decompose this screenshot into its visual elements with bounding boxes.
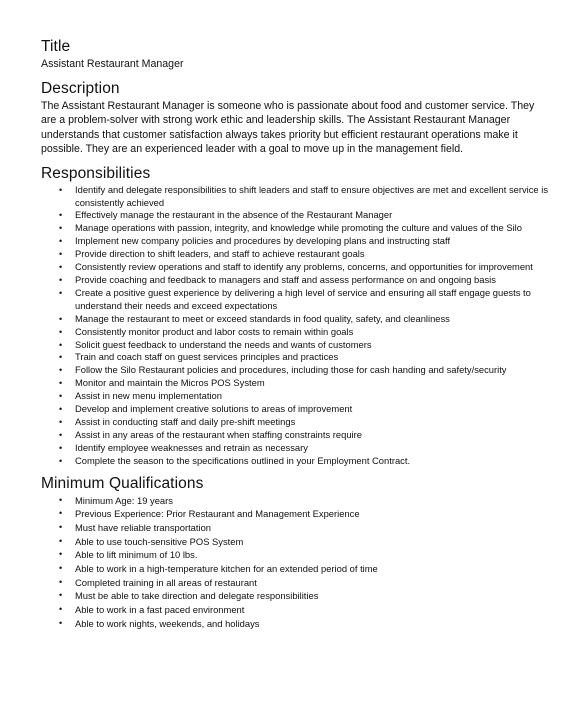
responsibility-item: [59, 209, 550, 222]
bullet-icon: •: [59, 549, 63, 560]
responsibility-item: [59, 248, 550, 261]
responsibility-item-text: Assist in conducting staff and daily pre-shift meetings: [75, 415, 296, 427]
responsibilities-heading: Responsibilities: [41, 164, 151, 182]
responsibility-item: [59, 274, 550, 287]
responsibility-item: [59, 442, 550, 455]
responsibility-item-text: Consistently review operations and staff to identify any problems, concerns, and opportunities for improvement: [75, 261, 533, 273]
responsibility-item: [59, 339, 550, 352]
responsibility-item-text: Create a positive guest experience by delivering a high level of service and ensuring all staff engage guests to understand their needs and exceed expectations: [75, 286, 531, 311]
bullet-icon: •: [59, 274, 63, 285]
qualification-item: [59, 548, 550, 562]
responsibility-item: [59, 326, 550, 339]
responsibility-item: [59, 287, 550, 313]
responsibility-item-text: Manage the restaurant to meet or exceed standards in food quality, safety, and cleanliness: [75, 312, 450, 324]
responsibility-item-text: Complete the season to the specifications outlined in your Employment Contract.: [75, 454, 411, 466]
responsibility-item: [59, 416, 550, 429]
description-text: The Assistant Restaurant Manager is someone who is passionate about food and customer service. They are a problem-solver with strong work ethic and leadership skills. The Assistant Restaurant Manager understands that customer satisfaction always takes priority but efficient restaurant operations make it possible. They are an experienced leader with a goal to move up in the management field.: [41, 100, 535, 156]
bullet-icon: •: [59, 442, 63, 453]
description-heading: Description: [41, 80, 120, 97]
qualification-item-text: Able to work nights, weekends, and holidays: [75, 617, 260, 629]
qualification-item: [59, 521, 550, 535]
bullet-icon: •: [59, 391, 63, 402]
responsibility-item: [59, 261, 550, 274]
responsibility-item: [59, 455, 550, 468]
qualifications-list: [41, 494, 568, 631]
responsibility-item: [59, 390, 550, 403]
responsibility-item: [59, 184, 550, 210]
responsibilities-list: [41, 184, 568, 468]
responsibility-item-text: Identify employee weaknesses and retrain as necessary: [75, 441, 308, 453]
bullet-icon: •: [59, 563, 63, 574]
qualification-item-text: Able to work in a high-temperature kitchen for an extended period of time: [75, 563, 378, 575]
qualification-item: [59, 535, 550, 549]
qualification-item: [59, 576, 550, 590]
responsibility-item-text: Effectively manage the restaurant in the absence of the Restaurant Manager: [75, 209, 393, 221]
responsibility-item-text: Implement new company policies and procedures by developing plans and instructing staff: [75, 235, 451, 247]
responsibility-item-text: Follow the Silo Restaurant policies and procedures, including those for cash handing and safety/security: [75, 364, 507, 376]
qualification-item-text: Able to use touch-sensitive POS System: [75, 535, 244, 547]
responsibility-item-text: Solicit guest feedback to understand the needs and wants of customers: [75, 338, 372, 350]
responsibility-item-text: Assist in new menu implementation: [75, 390, 222, 402]
responsibility-item-text: Provide direction to shift leaders, and staff to achieve restaurant goals: [75, 248, 365, 260]
bullet-icon: •: [59, 262, 63, 273]
bullet-icon: •: [59, 429, 63, 440]
bullet-icon: •: [59, 590, 63, 601]
bullet-icon: •: [59, 236, 63, 247]
bullet-icon: •: [59, 455, 63, 466]
qualification-item-text: Able to lift minimum of 10 lbs.: [75, 549, 198, 561]
qualification-item-text: Able to work in a fast paced environment: [75, 604, 245, 616]
bullet-icon: •: [59, 223, 63, 234]
bullet-icon: •: [59, 576, 63, 587]
qualifications-heading: Minimum Qualifications: [41, 474, 204, 492]
qualification-item: [59, 494, 550, 508]
bullet-icon: •: [59, 604, 63, 615]
bullet-icon: •: [59, 535, 63, 546]
bullet-icon: •: [59, 313, 63, 324]
bullet-icon: •: [59, 339, 63, 350]
qualification-item-text: Completed training in all areas of restaurant: [75, 576, 257, 588]
qualification-item-text: Must be able to take direction and delegate responsibilities: [75, 590, 319, 602]
qualification-item: [59, 603, 550, 617]
qualification-item: [59, 562, 550, 576]
responsibility-item-text: Monitor and maintain the Micros POS System: [75, 377, 265, 389]
responsibility-item: [59, 377, 550, 390]
responsibility-item-text: Provide coaching and feedback to managers and staff and assess performance on and ongoing basis: [75, 273, 496, 285]
bullet-icon: •: [59, 404, 63, 415]
bullet-icon: •: [59, 287, 63, 298]
job-title: Assistant Restaurant Manager: [41, 58, 184, 70]
bullet-icon: •: [59, 352, 63, 363]
responsibility-item: [59, 429, 550, 442]
bullet-icon: •: [59, 184, 63, 195]
bullet-icon: •: [59, 210, 63, 221]
responsibility-item-text: Manage operations with passion, integrity, and knowledge while promoting the culture and values of the Silo: [75, 222, 522, 234]
bullet-icon: •: [59, 617, 63, 628]
qualification-item: [59, 617, 550, 631]
bullet-icon: •: [59, 249, 63, 260]
responsibility-item-text: Identify and delegate responsibilities to shift leaders and staff to ensure objectives are met and excellent service is consistently achieved: [75, 183, 549, 208]
responsibility-item: [59, 403, 550, 416]
bullet-icon: •: [59, 326, 63, 337]
responsibility-item-text: Assist in any areas of the restaurant when staffing constraints require: [75, 428, 362, 440]
title-heading: Title: [41, 38, 71, 55]
responsibility-item: [59, 313, 550, 326]
bullet-icon: •: [59, 378, 63, 389]
responsibility-item: [59, 364, 550, 377]
qualification-item-text: Minimum Age: 19 years: [75, 494, 173, 506]
responsibility-item: [59, 235, 550, 248]
bullet-icon: •: [59, 521, 63, 532]
qualification-item: [59, 589, 550, 603]
bullet-icon: •: [59, 365, 63, 376]
responsibility-item: [59, 351, 550, 364]
responsibility-item: [59, 222, 550, 235]
qualification-item-text: Previous Experience: Prior Restaurant and Management Experience: [75, 508, 360, 520]
bullet-icon: •: [59, 508, 63, 519]
qualification-item-text: Must have reliable transportation: [75, 521, 212, 533]
responsibility-item-text: Train and coach staff on guest services principles and practices: [75, 351, 339, 363]
bullet-icon: •: [59, 416, 63, 427]
responsibility-item-text: Consistently monitor product and labor costs to remain within goals: [75, 325, 354, 337]
bullet-icon: •: [59, 494, 63, 505]
qualification-item: [59, 507, 550, 521]
responsibility-item-text: Develop and implement creative solutions to areas of improvement: [75, 403, 353, 415]
